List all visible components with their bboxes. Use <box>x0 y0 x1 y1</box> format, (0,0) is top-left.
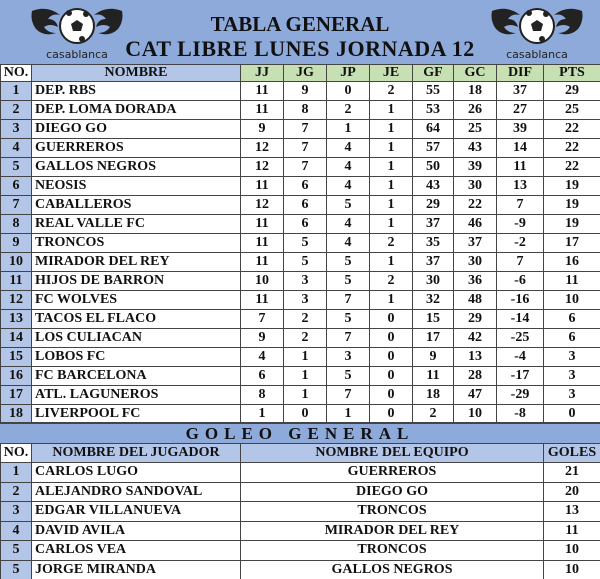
column-header-dif: DIF <box>497 65 544 82</box>
rank-cell: 3 <box>1 120 32 139</box>
table-row <box>1 196 600 215</box>
table-row <box>1 82 600 101</box>
dif-cell: 27 <box>497 101 544 120</box>
table-row <box>1 348 600 367</box>
column-header-no: NO. <box>1 444 32 463</box>
rank-cell: 15 <box>1 348 32 367</box>
rank-cell: 6 <box>1 177 32 196</box>
rank-cell: 17 <box>1 386 32 405</box>
jp-cell: 1 <box>327 120 370 139</box>
table-row <box>1 120 600 139</box>
dif-cell: -25 <box>497 329 544 348</box>
dif-cell: -4 <box>497 348 544 367</box>
je-cell: 1 <box>370 215 413 234</box>
jj-cell: 9 <box>241 329 284 348</box>
gc-cell: 25 <box>454 120 497 139</box>
je-cell: 1 <box>370 196 413 215</box>
column-header-gc: GC <box>454 65 497 82</box>
rank-cell: 5 <box>1 541 32 561</box>
jj-cell: 10 <box>241 272 284 291</box>
dif-cell: 39 <box>497 120 544 139</box>
jp-cell: 0 <box>327 82 370 101</box>
column-header-nombre: NOMBRE <box>32 65 241 82</box>
rank-cell: 13 <box>1 310 32 329</box>
jp-cell: 5 <box>327 253 370 272</box>
gf-cell: 9 <box>413 348 454 367</box>
gf-cell: 50 <box>413 158 454 177</box>
je-cell: 1 <box>370 158 413 177</box>
pts-cell: 16 <box>544 253 600 272</box>
jp-cell: 4 <box>327 177 370 196</box>
jg-cell: 1 <box>284 386 327 405</box>
jg-cell: 6 <box>284 177 327 196</box>
gf-cell: 17 <box>413 329 454 348</box>
pts-cell: 17 <box>544 234 600 253</box>
dif-cell: 14 <box>497 139 544 158</box>
goals-cell: 21 <box>544 463 600 483</box>
column-header-nombre-del-jugador: NOMBRE DEL JUGADOR <box>32 444 241 463</box>
pts-cell: 29 <box>544 82 600 101</box>
dif-cell: -9 <box>497 215 544 234</box>
jj-cell: 11 <box>241 291 284 310</box>
team-name-cell: HIJOS DE BARRON <box>32 272 241 291</box>
pts-cell: 22 <box>544 139 600 158</box>
goals-cell: 10 <box>544 560 600 579</box>
jg-cell: 7 <box>284 139 327 158</box>
jg-cell: 9 <box>284 82 327 101</box>
jp-cell: 7 <box>327 329 370 348</box>
gc-cell: 39 <box>454 158 497 177</box>
gf-cell: 37 <box>413 215 454 234</box>
player-name-cell: EDGAR VILLANUEVA <box>32 502 241 522</box>
gc-cell: 37 <box>454 234 497 253</box>
dif-cell: -14 <box>497 310 544 329</box>
gc-cell: 30 <box>454 177 497 196</box>
team-name-cell: DEP. LOMA DORADA <box>32 101 241 120</box>
jj-cell: 12 <box>241 196 284 215</box>
column-header-nombre-del-equipo: NOMBRE DEL EQUIPO <box>241 444 544 463</box>
je-cell: 0 <box>370 405 413 424</box>
goals-cell: 10 <box>544 541 600 561</box>
je-cell: 0 <box>370 329 413 348</box>
gf-cell: 15 <box>413 310 454 329</box>
logo-text: casablanca <box>506 48 568 61</box>
header-banner <box>0 0 600 65</box>
jj-cell: 11 <box>241 215 284 234</box>
team-name-cell: REAL VALLE FC <box>32 215 241 234</box>
rank-cell: 10 <box>1 253 32 272</box>
gc-cell: 18 <box>454 82 497 101</box>
rank-cell: 2 <box>1 101 32 120</box>
je-cell: 1 <box>370 139 413 158</box>
jp-cell: 7 <box>327 291 370 310</box>
team-name-cell: GUERREROS <box>32 139 241 158</box>
je-cell: 1 <box>370 291 413 310</box>
gc-cell: 13 <box>454 348 497 367</box>
gc-cell: 42 <box>454 329 497 348</box>
standings-header-row <box>1 65 600 82</box>
jj-cell: 11 <box>241 253 284 272</box>
gf-cell: 55 <box>413 82 454 101</box>
team-name-cell: DEP. RBS <box>32 82 241 101</box>
jj-cell: 12 <box>241 139 284 158</box>
je-cell: 2 <box>370 272 413 291</box>
player-name-cell: ALEJANDRO SANDOVAL <box>32 482 241 502</box>
jg-cell: 3 <box>284 291 327 310</box>
table-row <box>1 310 600 329</box>
team-name-cell: LOS CULIACAN <box>32 329 241 348</box>
column-header-goles: GOLES <box>544 444 600 463</box>
rank-cell: 18 <box>1 405 32 424</box>
pts-cell: 10 <box>544 291 600 310</box>
je-cell: 0 <box>370 310 413 329</box>
gf-cell: 37 <box>413 253 454 272</box>
dif-cell: -16 <box>497 291 544 310</box>
pts-cell: 6 <box>544 310 600 329</box>
jp-cell: 4 <box>327 215 370 234</box>
team-name-cell: TRONCOS <box>241 502 544 522</box>
dif-cell: 7 <box>497 253 544 272</box>
je-cell: 1 <box>370 253 413 272</box>
je-cell: 0 <box>370 367 413 386</box>
jp-cell: 5 <box>327 310 370 329</box>
column-header-gf: GF <box>413 65 454 82</box>
team-name-cell: NEOSIS <box>32 177 241 196</box>
je-cell: 0 <box>370 386 413 405</box>
rank-cell: 3 <box>1 502 32 522</box>
column-header-je: JE <box>370 65 413 82</box>
table-row <box>1 234 600 253</box>
rank-cell: 14 <box>1 329 32 348</box>
table-row <box>1 215 600 234</box>
gc-cell: 36 <box>454 272 497 291</box>
jp-cell: 4 <box>327 158 370 177</box>
column-header-jg: JG <box>284 65 327 82</box>
jg-cell: 5 <box>284 234 327 253</box>
pts-cell: 0 <box>544 405 600 424</box>
jp-cell: 5 <box>327 367 370 386</box>
dif-cell: 7 <box>497 196 544 215</box>
gc-cell: 43 <box>454 139 497 158</box>
jg-cell: 3 <box>284 272 327 291</box>
table-row <box>1 177 600 196</box>
jj-cell: 11 <box>241 234 284 253</box>
jg-cell: 2 <box>284 310 327 329</box>
pts-cell: 3 <box>544 348 600 367</box>
rank-cell: 9 <box>1 234 32 253</box>
scorers-table <box>0 443 600 579</box>
team-name-cell: GALLOS NEGROS <box>32 158 241 177</box>
team-name-cell: DIEGO GO <box>241 482 544 502</box>
gc-cell: 47 <box>454 386 497 405</box>
scorers-header-row <box>1 444 600 463</box>
goals-cell: 11 <box>544 521 600 541</box>
je-cell: 2 <box>370 234 413 253</box>
jp-cell: 2 <box>327 101 370 120</box>
pts-cell: 19 <box>544 215 600 234</box>
pts-cell: 22 <box>544 120 600 139</box>
team-name-cell: TRONCOS <box>32 234 241 253</box>
jp-cell: 4 <box>327 234 370 253</box>
jj-cell: 1 <box>241 405 284 424</box>
team-name-cell: FC BARCELONA <box>32 367 241 386</box>
player-name-cell: JORGE MIRANDA <box>32 560 241 579</box>
column-header-no: NO. <box>1 65 32 82</box>
table-row <box>1 541 600 561</box>
column-header-pts: PTS <box>544 65 600 82</box>
jg-cell: 7 <box>284 120 327 139</box>
team-name-cell: LIVERPOOL FC <box>32 405 241 424</box>
pts-cell: 11 <box>544 272 600 291</box>
player-name-cell: DAVID AVILA <box>32 521 241 541</box>
jp-cell: 5 <box>327 272 370 291</box>
gf-cell: 2 <box>413 405 454 424</box>
pts-cell: 6 <box>544 329 600 348</box>
gc-cell: 10 <box>454 405 497 424</box>
team-name-cell: CABALLEROS <box>32 196 241 215</box>
jj-cell: 11 <box>241 101 284 120</box>
jj-cell: 4 <box>241 348 284 367</box>
gc-cell: 48 <box>454 291 497 310</box>
team-name-cell: MIRADOR DEL REY <box>241 521 544 541</box>
table-row <box>1 521 600 541</box>
dif-cell: 37 <box>497 82 544 101</box>
gc-cell: 22 <box>454 196 497 215</box>
jp-cell: 5 <box>327 196 370 215</box>
team-name-cell: FC WOLVES <box>32 291 241 310</box>
gc-cell: 30 <box>454 253 497 272</box>
jj-cell: 11 <box>241 82 284 101</box>
jg-cell: 0 <box>284 405 327 424</box>
rank-cell: 7 <box>1 196 32 215</box>
scorers-title: GOLEO GENERAL <box>0 422 600 445</box>
gf-cell: 18 <box>413 386 454 405</box>
table-row <box>1 139 600 158</box>
dif-cell: -2 <box>497 234 544 253</box>
table-row <box>1 253 600 272</box>
rank-cell: 5 <box>1 158 32 177</box>
table-row <box>1 158 600 177</box>
logo-text: casablanca <box>46 48 108 61</box>
gc-cell: 46 <box>454 215 497 234</box>
team-name-cell: TRONCOS <box>241 541 544 561</box>
table-row <box>1 329 600 348</box>
jj-cell: 7 <box>241 310 284 329</box>
jg-cell: 6 <box>284 215 327 234</box>
column-header-jj: JJ <box>241 65 284 82</box>
pts-cell: 19 <box>544 177 600 196</box>
table-row <box>1 482 600 502</box>
jg-cell: 8 <box>284 101 327 120</box>
table-row <box>1 560 600 579</box>
dif-cell: -29 <box>497 386 544 405</box>
gf-cell: 29 <box>413 196 454 215</box>
rank-cell: 1 <box>1 82 32 101</box>
pts-cell: 19 <box>544 196 600 215</box>
table-row <box>1 405 600 424</box>
jg-cell: 7 <box>284 158 327 177</box>
dif-cell: 11 <box>497 158 544 177</box>
jg-cell: 2 <box>284 329 327 348</box>
gf-cell: 64 <box>413 120 454 139</box>
jp-cell: 7 <box>327 386 370 405</box>
pts-cell: 3 <box>544 386 600 405</box>
team-name-cell: MIRADOR DEL REY <box>32 253 241 272</box>
player-name-cell: CARLOS VEA <box>32 541 241 561</box>
gc-cell: 29 <box>454 310 497 329</box>
rank-cell: 8 <box>1 215 32 234</box>
table-row <box>1 502 600 522</box>
goals-cell: 20 <box>544 482 600 502</box>
gf-cell: 11 <box>413 367 454 386</box>
dif-cell: -17 <box>497 367 544 386</box>
rank-cell: 11 <box>1 272 32 291</box>
gf-cell: 57 <box>413 139 454 158</box>
column-header-jp: JP <box>327 65 370 82</box>
page-title: TABLA GENERAL <box>210 12 390 36</box>
table-row <box>1 463 600 483</box>
jj-cell: 8 <box>241 386 284 405</box>
team-name-cell: ATL. LAGUNEROS <box>32 386 241 405</box>
pts-cell: 25 <box>544 101 600 120</box>
team-name-cell: LOBOS FC <box>32 348 241 367</box>
jp-cell: 4 <box>327 139 370 158</box>
gc-cell: 28 <box>454 367 497 386</box>
jj-cell: 6 <box>241 367 284 386</box>
gf-cell: 53 <box>413 101 454 120</box>
dif-cell: -6 <box>497 272 544 291</box>
jj-cell: 9 <box>241 120 284 139</box>
team-name-cell: TACOS EL FLACO <box>32 310 241 329</box>
standings-table <box>0 64 600 424</box>
jg-cell: 6 <box>284 196 327 215</box>
jg-cell: 5 <box>284 253 327 272</box>
rank-cell: 1 <box>1 463 32 483</box>
dif-cell: -8 <box>497 405 544 424</box>
gf-cell: 30 <box>413 272 454 291</box>
je-cell: 1 <box>370 177 413 196</box>
table-row <box>1 367 600 386</box>
page-subtitle: CAT LIBRE LUNES JORNADA 12 <box>125 36 475 61</box>
je-cell: 1 <box>370 101 413 120</box>
je-cell: 0 <box>370 348 413 367</box>
table-row <box>1 291 600 310</box>
team-name-cell: DIEGO GO <box>32 120 241 139</box>
je-cell: 1 <box>370 120 413 139</box>
jg-cell: 1 <box>284 348 327 367</box>
team-name-cell: GUERREROS <box>241 463 544 483</box>
table-row <box>1 101 600 120</box>
team-name-cell: GALLOS NEGROS <box>241 560 544 579</box>
gf-cell: 35 <box>413 234 454 253</box>
rank-cell: 12 <box>1 291 32 310</box>
player-name-cell: CARLOS LUGO <box>32 463 241 483</box>
table-row <box>1 386 600 405</box>
jg-cell: 1 <box>284 367 327 386</box>
gf-cell: 32 <box>413 291 454 310</box>
jp-cell: 1 <box>327 405 370 424</box>
pts-cell: 3 <box>544 367 600 386</box>
gf-cell: 43 <box>413 177 454 196</box>
rank-cell: 4 <box>1 139 32 158</box>
rank-cell: 16 <box>1 367 32 386</box>
jp-cell: 3 <box>327 348 370 367</box>
table-row <box>1 272 600 291</box>
goals-cell: 13 <box>544 502 600 522</box>
gc-cell: 26 <box>454 101 497 120</box>
jj-cell: 11 <box>241 177 284 196</box>
rank-cell: 4 <box>1 521 32 541</box>
rank-cell: 2 <box>1 482 32 502</box>
pts-cell: 22 <box>544 158 600 177</box>
jj-cell: 12 <box>241 158 284 177</box>
dif-cell: 13 <box>497 177 544 196</box>
je-cell: 2 <box>370 82 413 101</box>
rank-cell: 5 <box>1 560 32 579</box>
